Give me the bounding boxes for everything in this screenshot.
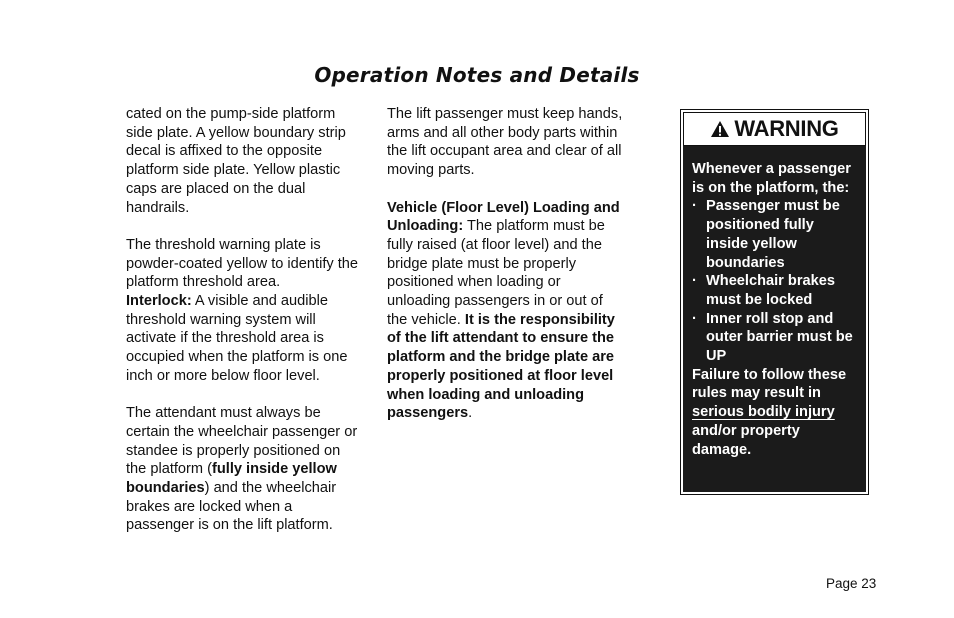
warning-item: · Inner roll stop and outer barrier must be UP <box>692 310 853 365</box>
paragraph-attendant <box>126 404 358 535</box>
attendant-bold: fully inside yellow boundaries <box>126 461 337 497</box>
threshold-text: The threshold warning plate is powder-coated yellow to identify the platform threshold area. <box>126 236 359 291</box>
paragraph-platform-markings: cated on the pump-side platform side plate. A yellow boundary strip decal is affixed to the opposite platform side plate. Yellow plastic caps are placed on the dual handrails. <box>126 106 346 216</box>
interlock-label: Interlock: <box>126 293 192 310</box>
warning-intro: Whenever a passenger is on the platform, the: <box>692 161 851 196</box>
serious-injury-text: serious bodily injury <box>692 404 835 421</box>
loading-label: Vehicle (Floor Level) Loading and Unloading: <box>387 199 620 235</box>
paragraph-passenger: The lift passenger must keep hands, arms and all other body parts within the lift occupant area and clear of all moving parts. <box>387 106 623 179</box>
page-number: Page 23 <box>826 576 877 591</box>
paragraph-threshold <box>126 236 358 386</box>
attendant-text-a: The attendant must always be certain the wheelchair passenger or standee is properly positioned on the platform ( <box>126 405 358 478</box>
attendant-text-b: ) and the wheelchair brakes are locked when a passenger is on the lift platform. <box>126 480 337 534</box>
text-column-1 <box>126 105 358 554</box>
warning-triangle-icon <box>710 120 730 138</box>
loading-end: . <box>468 405 473 422</box>
warning-title: WARNING <box>734 116 839 141</box>
paragraph-loading <box>387 199 625 423</box>
warning-item: · Passenger must be positioned fully inside yellow boundaries <box>692 198 840 271</box>
page-title: Operation Notes and Details <box>314 63 640 87</box>
loading-bold: It is the responsibility of the lift attendant to ensure the platform and the bridge plate are properly positioned at floor level when loading and unloading passengers <box>387 311 615 422</box>
loading-text: The platform must be fully raised (at floor level) and the bridge plate must be properly positioned when loading or unloading passengers in or out of the vehicle. <box>387 218 605 328</box>
text-column-2 <box>387 105 625 442</box>
warning-item: · Wheelchair brakes must be locked <box>692 273 835 308</box>
interlock-text: A visible and audible threshold warning system will activate if the threshold area is occupied when the platform is one inch or more below floor level. <box>126 293 348 384</box>
warning-footer: Failure to follow these rules may result in serious bodily injury and/or property damage. <box>692 366 847 458</box>
warning-header <box>683 112 866 146</box>
warning-body <box>683 146 866 492</box>
warning-list <box>692 197 858 365</box>
